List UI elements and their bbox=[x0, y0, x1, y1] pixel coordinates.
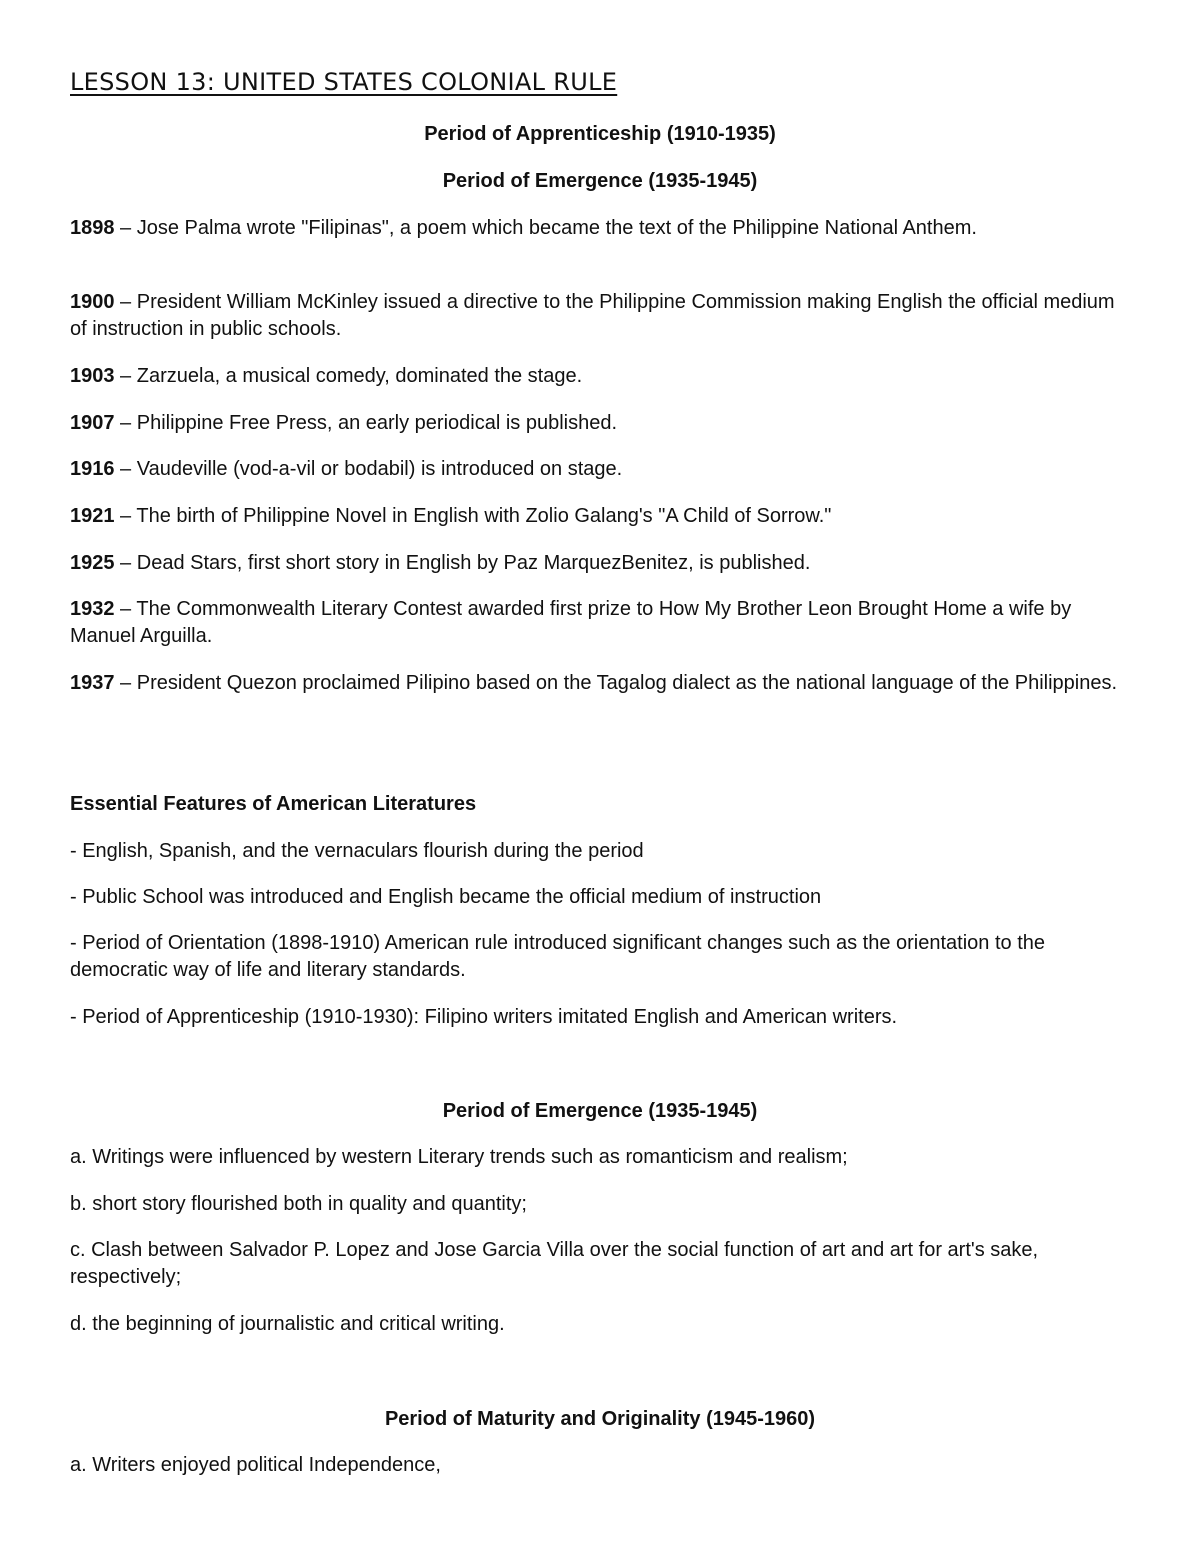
timeline-year: 1898 bbox=[70, 217, 115, 239]
dash: – bbox=[114, 412, 137, 434]
timeline-year: 1900 bbox=[70, 291, 115, 313]
emergence-item: c. Clash between Salvador P. Lopez and Jose Garcia Villa over the social function of art and art for art's sake, respectively; bbox=[70, 1239, 1039, 1288]
timeline-year: 1916 bbox=[70, 458, 115, 480]
timeline-text: Zarzuela, a musical comedy, dominated the stage. bbox=[136, 365, 583, 387]
timeline-entry bbox=[70, 456, 1130, 483]
timeline-text: Dead Stars, first short story in English by Paz MarquezBenitez, is published. bbox=[136, 552, 811, 574]
dash: – bbox=[114, 505, 137, 527]
timeline-text: President William McKinley issued a directive to the Philippine Commission making English the official medium of instruction in public schools. bbox=[70, 291, 1115, 340]
timeline-entry bbox=[70, 596, 1130, 650]
maturity-item: a. Writers enjoyed political Independence, bbox=[70, 1454, 441, 1476]
timeline-year: 1903 bbox=[70, 365, 115, 387]
timeline-entry bbox=[70, 289, 1130, 343]
heading-essential-features: Essential Features of American Literatures bbox=[70, 793, 477, 815]
emergence-item: b. short story flourished both in quality and quantity; bbox=[70, 1193, 527, 1215]
timeline-year: 1932 bbox=[70, 598, 115, 620]
feature-item: - Public School was introduced and English became the official medium of instruction bbox=[70, 886, 822, 908]
timeline-entry bbox=[70, 550, 1130, 577]
dash: – bbox=[114, 672, 137, 694]
dash: – bbox=[114, 552, 137, 574]
timeline-entry bbox=[70, 503, 1130, 530]
heading-apprenticeship: Period of Apprenticeship (1910-1935) bbox=[424, 123, 776, 145]
dash: – bbox=[114, 598, 137, 620]
timeline-text: Philippine Free Press, an early periodical is published. bbox=[136, 412, 618, 434]
heading-emergence: Period of Emergence (1935-1945) bbox=[442, 1100, 758, 1122]
timeline-entry bbox=[70, 670, 1130, 697]
timeline-text: Jose Palma wrote "Filipinas", a poem which became the text of the Philippine National Anthem. bbox=[136, 217, 977, 239]
timeline-text: The Commonwealth Literary Contest awarded first prize to How My Brother Leon Brought Home a wife by Manuel Arguilla. bbox=[70, 598, 1072, 647]
feature-item: - English, Spanish, and the vernaculars flourish during the period bbox=[70, 840, 644, 862]
dash: – bbox=[114, 291, 137, 313]
emergence-item: a. Writings were influenced by western Literary trends such as romanticism and realism; bbox=[70, 1146, 848, 1168]
dash: – bbox=[114, 365, 137, 387]
feature-item: - Period of Orientation (1898-1910) American rule introduced significant changes such as the orientation to the democratic way of life and literary standards. bbox=[70, 932, 1046, 981]
lesson-title: LESSON 13: UNITED STATES COLONIAL RULE bbox=[70, 68, 618, 96]
feature-item: - Period of Apprenticeship (1910-1930): Filipino writers imitated English and American writers. bbox=[70, 1006, 898, 1028]
timeline-year: 1925 bbox=[70, 552, 115, 574]
timeline-entry bbox=[70, 363, 1130, 390]
timeline-entry bbox=[70, 215, 1130, 242]
timeline-text: The birth of Philippine Novel in English with Zolio Galang's "A Child of Sorrow." bbox=[136, 505, 832, 527]
dash: – bbox=[114, 217, 137, 239]
timeline-text: President Quezon proclaimed Pilipino based on the Tagalog dialect as the national language of the Philippines. bbox=[136, 672, 1118, 694]
dash: – bbox=[114, 458, 137, 480]
timeline-year: 1907 bbox=[70, 412, 115, 434]
timeline-entry bbox=[70, 410, 1130, 437]
timeline-year: 1921 bbox=[70, 505, 115, 527]
heading-emergence-top: Period of Emergence (1935-1945) bbox=[442, 170, 758, 192]
timeline-text: Vaudeville (vod-a-vil or bodabil) is introduced on stage. bbox=[136, 458, 623, 480]
emergence-item: d. the beginning of journalistic and critical writing. bbox=[70, 1313, 505, 1335]
timeline-year: 1937 bbox=[70, 672, 115, 694]
heading-maturity: Period of Maturity and Originality (1945-1960) bbox=[384, 1408, 816, 1430]
